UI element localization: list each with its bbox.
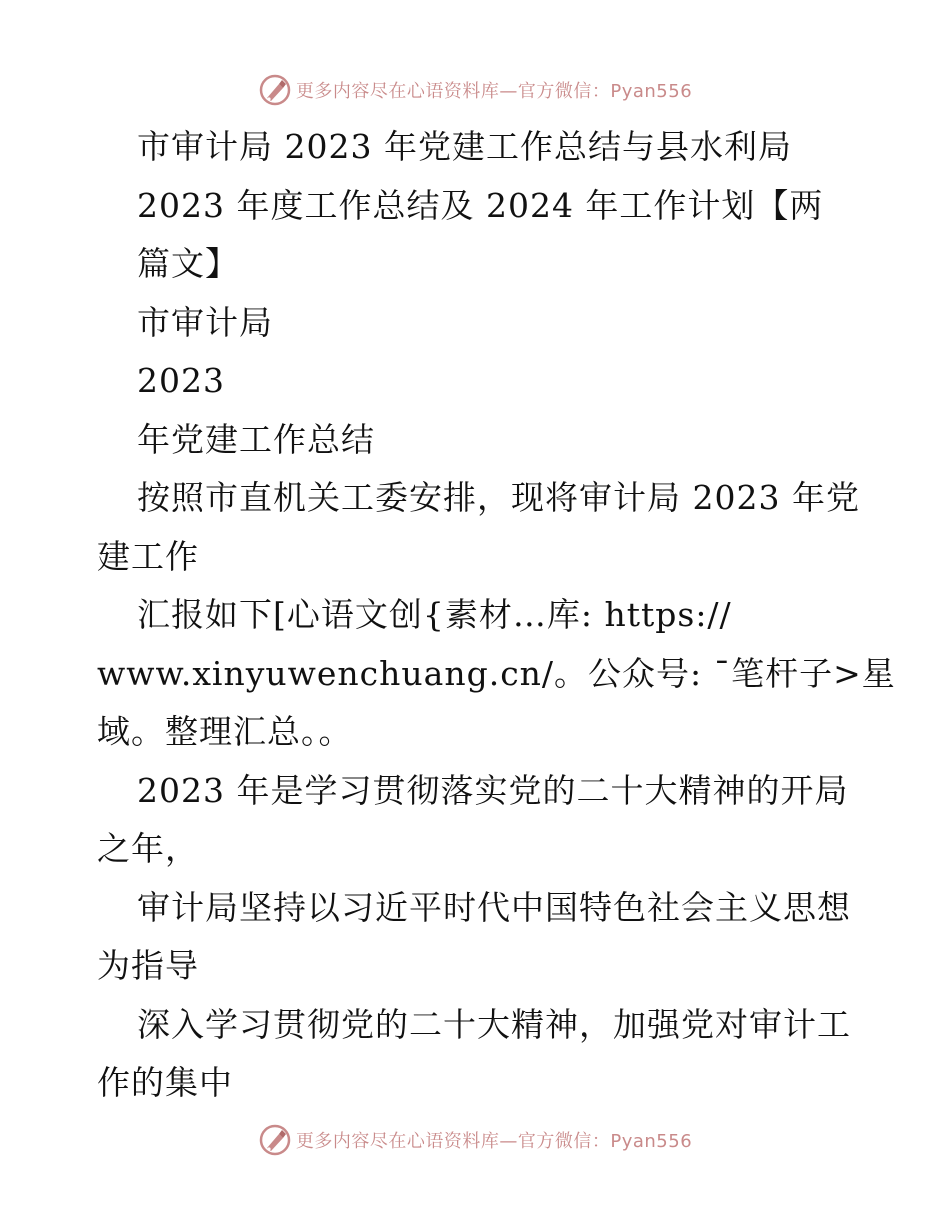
watermark-text: 更多内容尽在心语资料库—官方微信：Pyan556 [295,1131,693,1152]
document-line: 年党建工作总结 [137,419,375,459]
document-line: 2023 [137,361,225,400]
document-line: 为指导 [97,946,199,985]
document-line: www.xinyuwenchuang.cn/。公众号: ¯笔杆子>星 [97,653,896,693]
document-line: 2023 年度工作总结及 2024 年工作计划【两 [137,185,824,225]
pen-logo-icon [258,1123,292,1157]
document-line: 2023 年是学习贯彻落实党的二十大精神的开局 [137,770,849,810]
document-line: 篇文】 [137,244,239,283]
document-line: 汇报如下[心语文创{素材…库: https:// [137,595,732,634]
watermark-text: 更多内容尽在心语资料库—官方微信：Pyan556 [295,81,693,102]
document-line: 深入学习贯彻党的二十大精神，加强党对审计工 [137,1004,851,1044]
header-watermark-banner [0,70,950,110]
document-body [97,118,896,1113]
document-line: 审计局坚持以习近平时代中国特色社会主义思想 [137,887,851,927]
document-line: 之年， [97,829,199,868]
document-line: 域。整理汇总。。 [97,712,353,751]
document-line: 建工作 [97,536,199,576]
document-line: 按照市直机关工委安排，现将审计局 2023 年党 [137,478,860,517]
document-line: 市审计局 [137,302,273,342]
pen-logo-icon [258,73,292,107]
footer-watermark-banner [0,1120,950,1160]
document-line: 作的集中 [97,1063,233,1102]
document-line: 市审计局 2023 年党建工作总结与县水利局 [137,127,792,166]
